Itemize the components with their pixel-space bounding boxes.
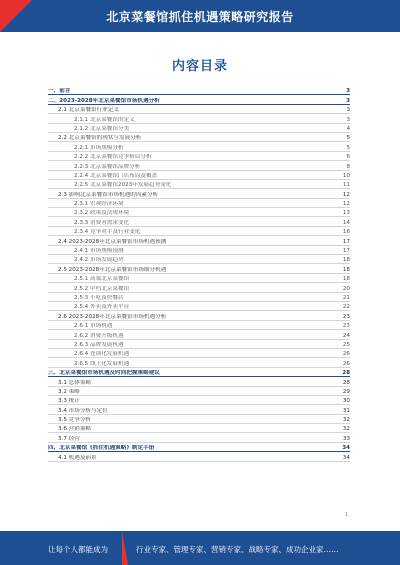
toc-entry[interactable] [48, 236, 350, 245]
toc-entry-page: 18 [342, 266, 350, 273]
toc-entry[interactable] [48, 208, 350, 217]
footer-expert-list: 行业专家、管理专家、营销专家、战略专家、成功企业家…… [136, 545, 339, 554]
toc-entry-text: 3.5 竞争分析 [58, 417, 92, 424]
toc-entry-text: 二、2023-2028年北京菜餐馆市场机遇分析 [48, 97, 160, 104]
toc-entry-text: 2.4 2023-2028年北京菜餐馆市场机遇预测 [58, 238, 167, 245]
toc-entry-page: 4 [346, 125, 350, 132]
toc-entry[interactable] [48, 142, 350, 151]
toc-entry-text: 2.3.4 竞争对手及行业变化 [74, 229, 141, 236]
toc-entry-page: 31 [342, 407, 350, 414]
toc-entry[interactable] [48, 405, 350, 414]
toc-entry-page: 21 [342, 294, 350, 301]
toc-entry-page: 5 [346, 135, 350, 142]
toc-entry-text: 3.6 营销策略 [58, 426, 92, 433]
toc-entry-text: 2.5 2023-2028年北京菜餐馆市场细分机遇 [58, 266, 167, 273]
toc-entry[interactable] [48, 311, 350, 320]
toc-entry-text: 2.6.5 线上化发展机遇 [74, 360, 130, 367]
toc-entry-page: 17 [342, 238, 350, 245]
toc-entry-text: 3.1 总体策略 [58, 379, 92, 386]
toc-entry[interactable] [48, 227, 350, 236]
toc-entry[interactable] [48, 124, 350, 133]
toc-entry[interactable] [48, 199, 350, 208]
toc-entry[interactable] [48, 443, 350, 452]
toc-entry-page: 6 [346, 154, 350, 161]
toc-entry-page: 3 [346, 107, 350, 114]
toc-entry-text: 2.2.4 北京菜餐馆门店布局及覆盖 [74, 172, 158, 179]
toc-entry-page: 22 [342, 304, 350, 311]
toc-entry-page: 32 [342, 417, 350, 424]
toc-entry-page: 32 [342, 426, 350, 433]
toc-entry-page: 17 [342, 248, 350, 255]
toc-entry-text: 2.2.3 北京菜餐馆品牌分析 [74, 163, 141, 170]
toc-entry-text: 2.5.2 中档北京菜餐馆 [74, 285, 130, 292]
page-number: 1 [345, 512, 349, 518]
toc-entry-text: 2.4.1 市场规模预测 [74, 248, 124, 255]
toc-entry[interactable] [48, 302, 350, 311]
toc-entry-page: 34 [342, 454, 350, 461]
toc-entry[interactable] [48, 246, 350, 255]
toc-entry-page: 33 [342, 435, 350, 442]
toc-entry[interactable] [48, 358, 350, 367]
toc-entry-text: 2.1.2 北京菜餐馆分类 [74, 125, 130, 132]
toc-entry-text: 4.1 机遇及前景 [58, 454, 97, 461]
page-header [0, 0, 400, 32]
footer-red-accent [122, 531, 128, 565]
toc-entry-page: 13 [342, 210, 350, 217]
toc-entry[interactable] [48, 415, 350, 424]
toc-entry[interactable] [48, 452, 350, 461]
toc-entry-page: 28 [342, 379, 350, 386]
toc-entry-text: 2.3 影响北京菜餐馆市场机遇的因素分析 [58, 191, 159, 198]
toc-entry-text: 2.6.3 品牌发展机遇 [74, 341, 124, 348]
toc-entry-text: 3.7 经营 [58, 435, 80, 442]
toc-entry-page: 3 [346, 116, 350, 123]
toc-entry[interactable] [48, 189, 350, 198]
footer-slogan: 让每个人都能成为 [48, 545, 108, 554]
toc-entry-page: 12 [342, 201, 350, 208]
page-footer [0, 531, 400, 565]
toc-entry-page: 16 [342, 229, 350, 236]
toc-entry-text: 2.3.1 宏观经济环境 [74, 201, 124, 208]
toc-entry-text: 一、前言 [48, 88, 71, 95]
toc-entry[interactable] [48, 161, 350, 170]
toc-entry-text: 3.4 市场分析与定位 [58, 407, 108, 414]
toc-entry-text: 2.6.1 市场机遇 [74, 323, 113, 330]
toc-entry-page: 20 [342, 285, 350, 292]
toc-entry[interactable] [48, 171, 350, 180]
toc-heading: 内容目录 [171, 59, 228, 74]
toc-entry[interactable] [48, 180, 350, 189]
toc-entry[interactable] [48, 424, 350, 433]
toc-entry-text: 2.6 2023-2028年北京菜餐馆市场机遇分析 [58, 313, 167, 320]
toc-entry-text: 2.1 北京菜餐馆行业定义 [58, 107, 120, 114]
toc-entry[interactable] [48, 95, 350, 104]
toc-entry[interactable] [48, 340, 350, 349]
toc-entry-page: 12 [342, 191, 350, 198]
toc-entry[interactable] [48, 114, 350, 123]
toc-entry-text: 2.4.2 市场发展趋势 [74, 257, 124, 264]
toc-entry-page: 28 [342, 370, 350, 377]
toc-entry[interactable] [48, 86, 350, 95]
toc-entry[interactable] [48, 152, 350, 161]
toc-entry-text: 三、北京菜餐馆市场机遇及时间把握策略建议 [48, 370, 160, 377]
toc-entry[interactable] [48, 217, 350, 226]
toc-entry-text: 2.3.3 消费者需求变化 [74, 219, 130, 226]
toc-entry-page: 18 [342, 257, 350, 264]
toc-entry-text: 2.2.1 市场规模分析 [74, 144, 124, 151]
toc-entry-text: 2.2.2 北京菜餐馆竞争格局分析 [74, 154, 152, 161]
toc-entry-text: 2.5.1 高端北京菜餐馆 [74, 276, 130, 283]
toc-entry[interactable] [48, 105, 350, 114]
toc-entry-page: 10 [342, 172, 350, 179]
toc-entry-page: 14 [342, 219, 350, 226]
toc-entry-text: 2.5.3 小吃及快餐店 [74, 294, 124, 301]
toc-entry-text: 2.2.5 北京菜餐馆2023年发展趋势变化 [74, 182, 172, 189]
toc-entry-page: 29 [342, 388, 350, 395]
toc-entry-page: 18 [342, 276, 350, 283]
toc-entry-page: 26 [342, 360, 350, 367]
toc-entry-page: 3 [346, 97, 350, 104]
toc-entry-text: 2.5.4 外卖及外卖平台 [74, 304, 130, 311]
toc-entry[interactable] [48, 377, 350, 386]
toc-entry[interactable] [48, 349, 350, 358]
toc-entry-page: 25 [342, 341, 350, 348]
toc-entry-page: 34 [342, 445, 350, 452]
table-of-contents [48, 86, 350, 462]
toc-entry-page: 5 [346, 144, 350, 151]
toc-entry[interactable] [48, 283, 350, 292]
toc-entry-page: 30 [342, 398, 350, 405]
toc-entry-page: 24 [342, 332, 350, 339]
toc-entry-page: 23 [342, 323, 350, 330]
toc-entry-text: 2.2 北京菜餐馆的现状与发展分析 [58, 135, 142, 142]
toc-entry-text: 3.3 统计 [58, 398, 80, 405]
toc-entry-page: 26 [342, 351, 350, 358]
toc-entry[interactable] [48, 368, 350, 377]
toc-entry-text: 3.2 策略 [58, 388, 80, 395]
toc-entry-text: 2.6.2 消费升级机遇 [74, 332, 124, 339]
toc-entry[interactable] [48, 396, 350, 405]
report-title: 北京菜餐馆抓住机遇策略研究报告 [106, 10, 294, 24]
toc-entry-page: 8 [346, 163, 350, 170]
toc-entry[interactable] [48, 274, 350, 283]
toc-entry[interactable] [48, 330, 350, 339]
toc-entry-text: 2.1.1 北京菜餐馆的定义 [74, 116, 135, 123]
toc-entry[interactable] [48, 255, 350, 264]
toc-entry[interactable] [48, 387, 350, 396]
toc-entry[interactable] [48, 293, 350, 302]
toc-entry[interactable] [48, 133, 350, 142]
toc-entry[interactable] [48, 433, 350, 442]
toc-entry-text: 2.3.2 政策及法规环境 [74, 210, 130, 217]
toc-entry[interactable] [48, 264, 350, 273]
toc-entry-page: 23 [342, 313, 350, 320]
toc-entry-text: 四、北京菜餐馆《抓住机遇策略》制定手册 [48, 445, 155, 452]
toc-entry-text: 2.6.4 连锁化发展机遇 [74, 351, 130, 358]
toc-entry-page: 11 [342, 182, 350, 189]
toc-entry-page: 3 [346, 88, 350, 95]
toc-entry[interactable] [48, 321, 350, 330]
